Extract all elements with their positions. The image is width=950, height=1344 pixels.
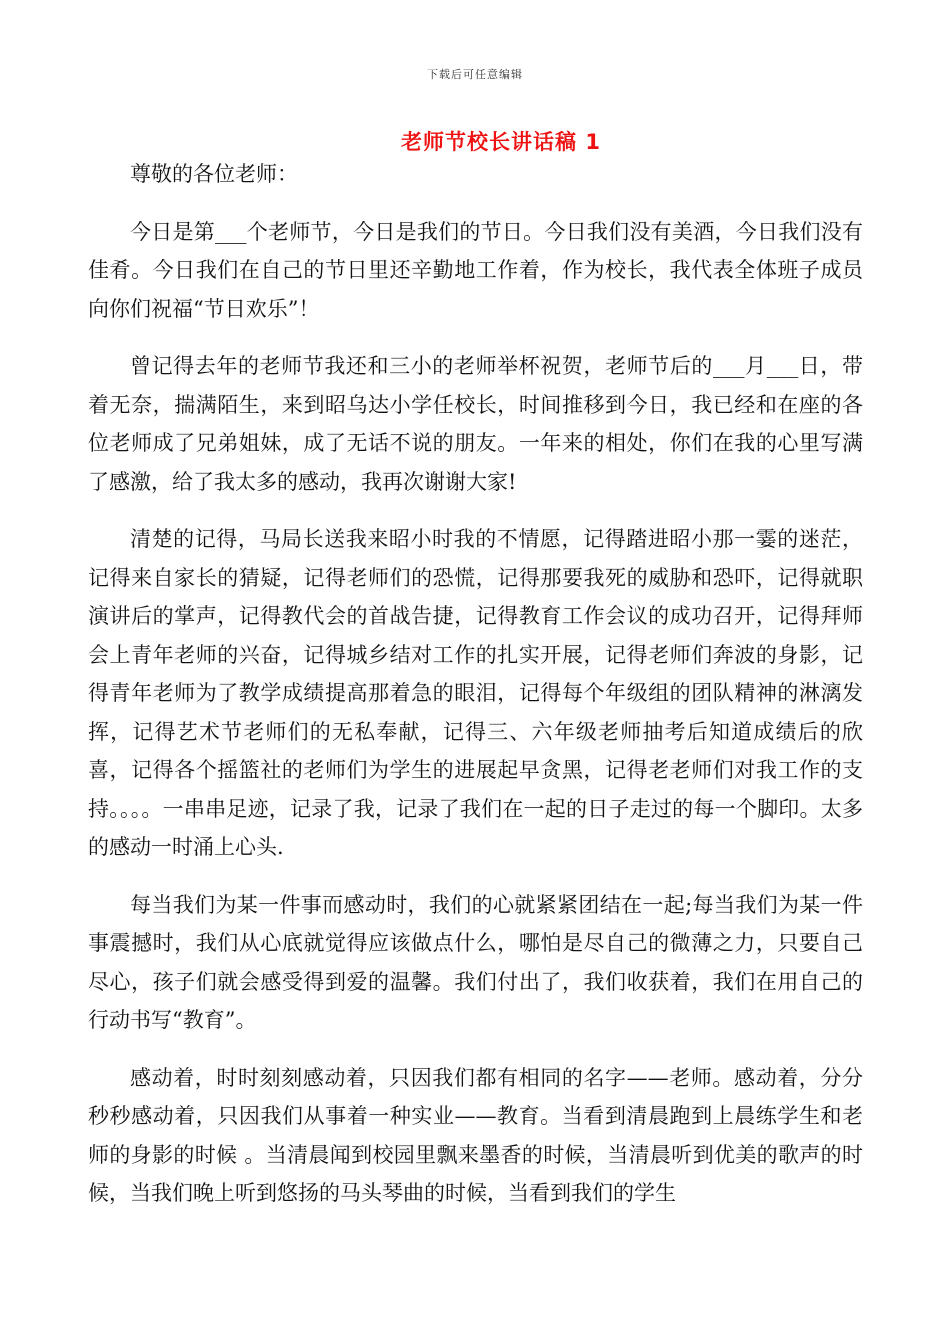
paragraph: 清楚的记得，马局长送我来昭小时我的不情愿，记得踏进昭小那一霎的迷茫，记得来自家长的猜疑，记得老师们的恐慌，记得那要我死的威胁和恐吓，记得就职演讲后的掌声，记得教代会的首战告捷，记得教育工作会议的成功召开，记得拜师会上青年老师的兴奋，记得城乡结对工作的扎实开展，记得老师们奔波的身影，记得青年老师为了教学成绩提高那着急的眼泪，记得每个年级组的团队精神的淋漓发挥，记得艺术节老师们的无私奉献，记得三、六年级老师抽考后知道成绩后的欣喜，记得各个摇篮社的老师们为学生的进展起早贪黑，记得老老师们对我工作的支持。。。。一串串足迹，记录了我，记录了我们在一起的日子走过的每一个脚印。太多的感动一时涌上心头. [88,527,863,859]
paragraph: 感动着，时时刻刻感动着，只因我们都有相同的名字——老师。感动着，分分秒秒感动着，只因我们从事着一种实业——教育。当看到清晨跑到上晨练学生和老师的身影的时候 。当清晨闻到校园里飘来墨香的时候，当清晨听到优美的歌声的时候，当我们晚上听到悠扬的马头琴曲的时候，当看到我们的学生 [88,1065,863,1205]
header-note: 下载后可任意编辑 [427,68,523,81]
paragraph: 曾记得去年的老师节我还和三小的老师举杯祝贺，老师节后的___月___日，带着无奈，揣满陌生，来到昭乌达小学任校长，时间推移到今日，我已经和在座的各位老师成了兄弟姐妹，成了无话不说的朋友。一年来的相处，你们在我的心里写满了感激，给了我太多的感动，我再次谢谢大家! [88,354,863,494]
paragraph: 每当我们为某一件事而感动时，我们的心就紧紧团结在一起;每当我们为某一件事震撼时，我们从心底就觉得应该做点什么，哪怕是尽自己的微薄之力，只要自己尽心，孩子们就会感受得到爱的温馨。我们付出了，我们收获着，我们在用自己的行动书写“教育”。 [88,892,863,1032]
document-body [88,155,863,1232]
salutation: 尊敬的各位老师： [130,162,298,186]
paragraph: 今日是第___个老师节，今日是我们的节日。今日我们没有美酒，今日我们没有佳肴。今日我们在自己的节日里还辛勤地工作着，作为校长，我代表全体班子成员向你们祝福“节日欢乐”！ [88,219,863,321]
document-title: 老师节校长讲话稿 1 [401,130,601,154]
